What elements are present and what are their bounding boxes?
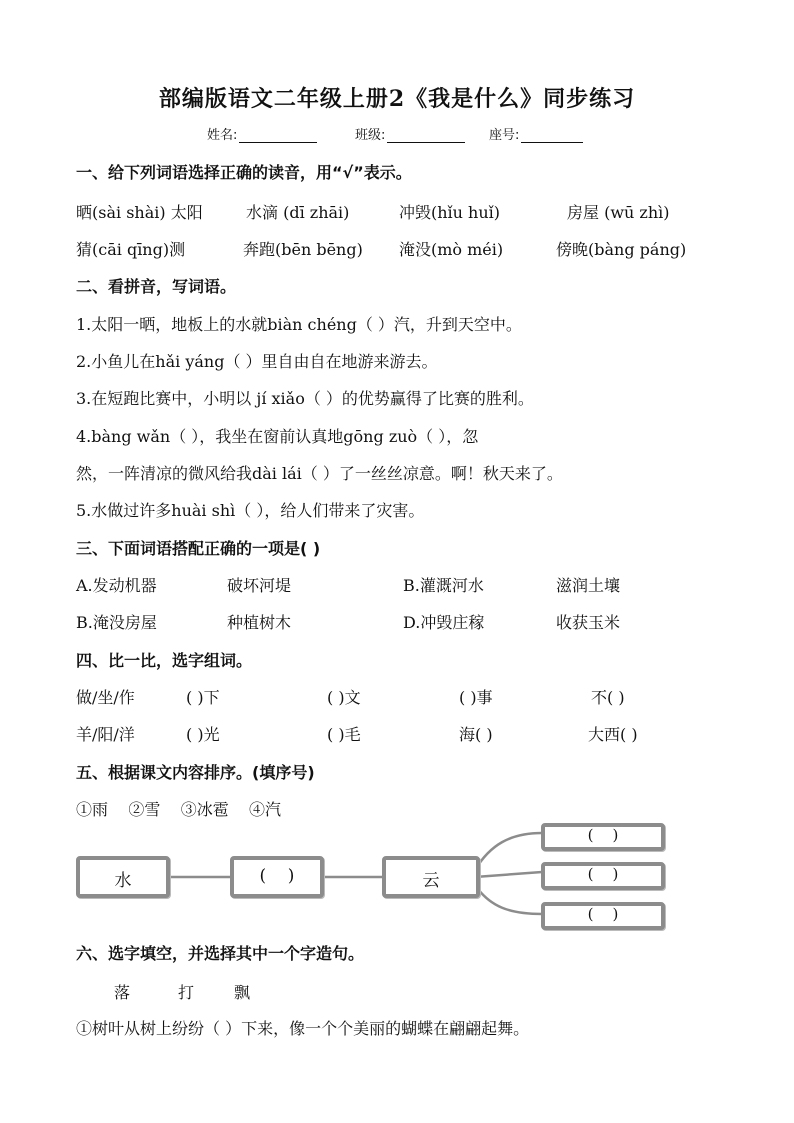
s2-line[interactable]: 3.在短跑比赛中，小明以 jí xiǎo（ ）的优势赢得了比赛的胜利。 [76,389,534,408]
s3-option: 滋润土壤 [556,576,621,595]
s3-option: 种植树木 [227,613,292,632]
s3-option[interactable]: B.灌溉河水 [403,576,484,595]
s5-items: ①雨 ②雪 ③冰雹 ④汽 [76,800,282,819]
s3-option[interactable]: B.淹没房屋 [76,613,157,632]
s1-item[interactable]: 水滴 (dī zhāi) [246,203,350,222]
s2-line[interactable]: 5.水做过许多huài shì（ ），给人们带来了灾害。 [76,501,425,520]
s4-blank[interactable]: 大西( ) [588,725,638,744]
s3-option[interactable]: D.冲毁庄稼 [403,613,485,632]
section-4-heading: 四、比一比，选字组词。 [76,651,253,670]
s4-blank[interactable]: ( )文 [327,688,361,707]
s1-item[interactable]: 傍晚(bàng páng) [556,240,687,259]
s1-item[interactable]: 淹没(mò méi) [399,240,504,259]
box-cloud: 云 [382,856,480,898]
s4-blank[interactable]: 不( ) [591,688,625,707]
s6-char: 飘 [234,983,251,1002]
connector-line [475,872,542,877]
s1-item[interactable]: 奔跑(bēn bēng) [243,240,363,259]
s1-item[interactable]: 房屋 (wū zhì) [567,203,670,222]
s4-blank[interactable]: 海( ) [459,725,493,744]
s1-item[interactable]: 猜(cāi qīng)测 [76,240,186,259]
box-branch-blank[interactable]: ( ) [541,902,665,930]
seat-blank[interactable] [521,129,583,143]
class-label: 班级: [355,128,386,143]
s4-blank[interactable]: ( )下 [186,688,220,707]
section-6-heading: 六、选字填空，并选择其中一个字造句。 [76,944,365,963]
s4-blank[interactable]: ( )事 [459,688,493,707]
s2-line[interactable]: 1.太阳一晒，地板上的水就biàn chéng（ ）汽，升到天空中。 [76,315,522,334]
section-3-heading[interactable]: 三、下面词语搭配正确的一项是( ) [76,539,321,558]
s1-item[interactable]: 晒(sài shài) 太阳 [76,203,203,222]
connector-line [475,833,542,870]
s2-line[interactable]: 2.小鱼儿在hǎi yáng（ ）里自由自在地游来游去。 [76,352,438,371]
s6-line[interactable]: ①树叶从树上纷纷（ ）下来，像一个个美丽的蝴蝶在翩翩起舞。 [76,1019,530,1038]
s2-line[interactable]: 然，一阵清凉的微风给我dài lái（ ）了一丝丝凉意。啊！秋天来了。 [76,464,563,483]
s3-option: 收获玉米 [556,613,621,632]
s2-line[interactable]: 4.bàng wǎn（ ），我坐在窗前认真地gōng zuò（ ），忽 [76,427,479,446]
class-blank[interactable] [387,129,465,143]
s6-char: 打 [178,983,195,1002]
name-label: 姓名: [207,128,238,143]
connector-line [475,885,542,914]
seat-field[interactable] [489,124,583,143]
name-field[interactable] [207,124,317,143]
s4-chars: 羊/阳/洋 [76,725,135,744]
class-field[interactable] [355,124,465,143]
page-title: 部编版语文二年级上册2《我是什么》同步练习 [158,86,636,112]
box-blank[interactable]: ( ) [230,856,324,898]
s3-option: 破坏河堤 [227,576,292,595]
section-1-heading: 一、给下列词语选择正确的读音，用“√”表示。 [76,163,412,182]
box-water: 水 [76,856,170,898]
s3-option[interactable]: A.发动机器 [76,576,157,595]
section-5-heading: 五、根据课文内容排序。(填序号) [76,763,315,782]
s4-chars: 做/坐/作 [76,688,135,707]
s1-item[interactable]: 冲毁(hǐu huǐ) [399,203,501,222]
box-branch-blank[interactable]: ( ) [541,823,665,851]
name-blank[interactable] [239,129,317,143]
box-branch-blank[interactable]: ( ) [541,862,665,890]
s4-blank[interactable]: ( )光 [186,725,220,744]
s4-blank[interactable]: ( )毛 [327,725,361,744]
seat-label: 座号: [489,128,520,143]
s6-char: 落 [114,983,131,1002]
section-2-heading: 二、看拼音，写词语。 [76,277,237,296]
